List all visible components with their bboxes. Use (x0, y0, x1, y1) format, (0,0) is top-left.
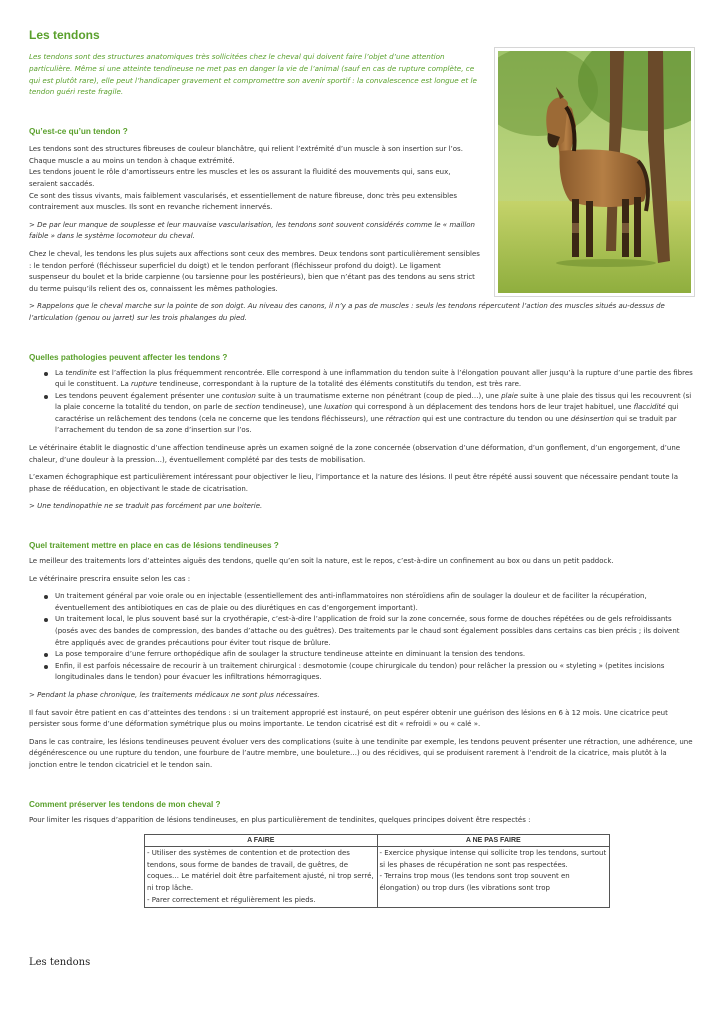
quote: > Pendant la phase chronique, les traitements médicaux ne sont plus nécessaires. (29, 690, 320, 699)
section-pathologies (29, 353, 695, 514)
list-item: Les tendons peuvent également présenter une contusion suite à un traumatisme externe non pénétrant (coup de pied…), une plaie suite à une plaie des tissus qui les recouvrent (si la plaie concerne la totalité du tendon, on parle de section tendineuse), une luxation qui correspond à un déplacement des tendons hors de leur trajet habituel, une flaccidité qui caractérise un relâchement des tendons (cela ne concerne que les tendons fléchisseurs), une rétraction qui est une contracture du tendon ou une désinsertion qui se traduit par l’arrachement du tendon de sa zone d’insertion sur l’os. (55, 391, 695, 437)
paragraph: Ce sont des tissus vivants, mais faiblement vascularisés, et essentiellement de nature fibreuse, donc très peu extensibles contrairement aux muscles. Ils sont en revanche richement innervés. (29, 191, 458, 212)
quote: > Rappelons que le cheval marche sur la pointe de son doigt. Au niveau des canons, il n’y a pas de muscles : seuls les tendons répercutent l’action des muscles situés au-dessus de l’articulation (genou ou jarret) sur les trois phalanges du pied. (29, 302, 665, 322)
pathology-list (29, 368, 695, 438)
table-header-do: A FAIRE (145, 835, 378, 847)
horse-illustration (498, 51, 691, 293)
do-item: - Parer correctement et régulièrement les pieds. (147, 895, 316, 904)
page-footer: Les tendons (29, 957, 91, 968)
list-item: La tendinite est l’affection la plus fréquemment rencontrée. Elle correspond à une inflammation du tendon suite à l’élongation pouvant aller jusqu’à la rupture d’une partie des fibres qui le constituent. La rupture tendineuse, correspondant à la rupture de la totalité des éléments constitutifs du tendon, est très rare. (55, 368, 695, 391)
quote: > Une tendinopathie ne se traduit pas forcément par une boiterie. (29, 502, 263, 511)
treatment-list (29, 591, 695, 684)
paragraph: Les tendons jouent le rôle d’amortisseurs entre les muscles et les os assurant la fluidité des mouvements qui, sans eux, seraient saccadés. (29, 168, 451, 188)
list-item: Un traitement local, le plus souvent basé sur la cryothérapie, c’est-à-dire l’application de froid sur la zone concernée, sous forme de douches répétées ou de gels refroidissants (posés avec des bandes de compression, des bandes d’attache ou des guêtres). Des traitements par le chaud sont également possibles dans certains cas bien précis ; ils doivent être appliqués avec de grandes précautions pour éviter tout risque de brûlure. (55, 614, 695, 649)
list-item: Un traitement général par voie orale ou en injectable (essentiellement des anti-inflammatoires non stéroïdiens afin de soulager la douleur et de faciliter la récupération, éventuellement des antibiotiques en cas de plaie ou des diurétiques en cas d’engorgement important). (55, 591, 695, 614)
paragraph: Pour limiter les risques d’apparition de lésions tendineuses, en plus particulièrement de tendinites, quelques principes doivent être respectés : (29, 815, 531, 824)
paragraph: Chez le cheval, les tendons les plus sujets aux affections sont ceux des membres. Deux tendons sont particulièrement sensibles : le tendon perforé (fléchisseur superficiel du doigt) et le tendon perforant (fléchisseur profond du doigt). Le ligament suspenseur du boulet et la bride carpienne (ou tarsienne pour les postérieurs), bien que n’étant pas des tendons au sens strict du terme puisqu’ils relient des os, connaissent les mêmes pathologies. (29, 249, 480, 293)
section-heading: Quel traitement mettre en place en cas de lésions tendineuses ? (29, 541, 279, 551)
paragraph: Dans le cas contraire, les lésions tendineuses peuvent évoluer vers des complications (suite à une tendinite par exemple, les tendons peuvent présenter une rétraction, une adhérence, une dégénérescence ou une rupture du tendon, une fourbure de l’autre membre, une bouleture…) ou des récidives, qui se produisent rarement à l’endroit de la cicatrice, mais plutôt à la jonction entre le tendon cicatriciel et le tendon sain. (29, 737, 693, 769)
table-cell-dont (377, 847, 610, 908)
intro-text: Les tendons sont des structures anatomiques très sollicitées chez le cheval qui doivent faire l’objet d’une attention particulière. Même si une atteinte tendineuse ne met pas en danger la vie de l’animal (sauf en cas de rupture complète, ce qui est plutôt rare), elle peut l’handicaper gravement et compromettre son avenir sportif : la convalescence est longue et le tendon guéri reste fragile. (29, 52, 477, 97)
list-item: La pose temporaire d’une ferrure orthopédique afin de soulager la structure tendineuse atteinte en diminuant la tension des tendons. (55, 649, 695, 661)
paragraph: Le meilleur des traitements lors d’atteintes aiguës des tendons, quelle qu’en soit la nature, est le repos, c’est-à-dire un confinement au box ou dans un petit paddock. (29, 557, 614, 566)
do-dont-table (144, 834, 610, 908)
table-row (145, 847, 610, 908)
intro-block (29, 51, 695, 98)
do-item: - Utiliser des systèmes de contention et de protection des tendons, sous forme de bandes de travail, de guêtres, de coques… Le matériel doit être parfaitement ajusté, ni trop serré, ni trop lâche. (147, 849, 374, 892)
section-heading: Qu’est-ce qu’un tendon ? (29, 127, 128, 137)
paragraph: Les tendons sont des structures fibreuses de couleur blanchâtre, qui relient l’extrémité d’un muscle à son insertion sur l’os. Chaque muscle a au moins un tendon à chaque extrémité. (29, 145, 463, 165)
table-header-dont: A NE PAS FAIRE (377, 835, 610, 847)
page-title: Les tendons (29, 28, 100, 42)
quote: > De par leur manque de souplesse et leur mauvaise vascularisation, les tendons sont souvent considérés comme le « maillon faible » dans le système locomoteur du cheval. (29, 220, 475, 241)
section-heading: Quelles pathologies peuvent affecter les tendons ? (29, 352, 228, 362)
list-item: Enfin, il est parfois nécessaire de recourir à un traitement chirurgical : desmotomie (coupe chirurgicale du tendon) pour relâcher la pression ou « styleting » (petites incisions longitudinales dans le tendon) pour évacuer les infiltrations hémorragiques. (55, 661, 695, 684)
dont-item: - Exercice physique intense qui sollicite trop les tendons, surtout si les phases de récupération ne sont pas respectées. (379, 849, 607, 869)
paragraph: Le vétérinaire prescrira ensuite selon les cas : (29, 574, 191, 583)
section-treatment (29, 541, 695, 772)
section-prevention (29, 800, 695, 909)
paragraph: Il faut savoir être patient en cas d’atteintes des tendons : si un traitement approprié est instauré, on peut espérer obtenir une guérison des lésions en 6 à 12 mois. Une cicatrice peut persister sous forme d’une déformation symétrique plus ou moins importante. Le tendon cicatrisé est dit « refroidi » ou « calé ». (29, 708, 668, 729)
document-page (29, 28, 695, 908)
horse-photo (494, 47, 695, 297)
table-cell-do (145, 847, 378, 908)
dont-item: - Terrains trop mous (les tendons sont trop souvent en élongation) ou trop durs (les vibrations sont trop (379, 872, 570, 892)
paragraph: L’examen échographique est particulièrement intéressant pour objectiver le lieu, l’importance et la nature des lésions. Il peut être répété aussi souvent que nécessaire pendant toute la phase de rééducation, en objectivant le stade de cicatrisation. (29, 473, 678, 493)
paragraph: Le vétérinaire établit le diagnostic d’une affection tendineuse après un examen soigné de la zone concernée (observation d’une déformation, d’un gonflement, d’un engorgement, d’une chaleur, d’une douleur à la pression…), éventuellement complété par des tests de mobilisation. (29, 444, 681, 464)
section-heading: Comment préserver les tendons de mon cheval ? (29, 799, 221, 809)
